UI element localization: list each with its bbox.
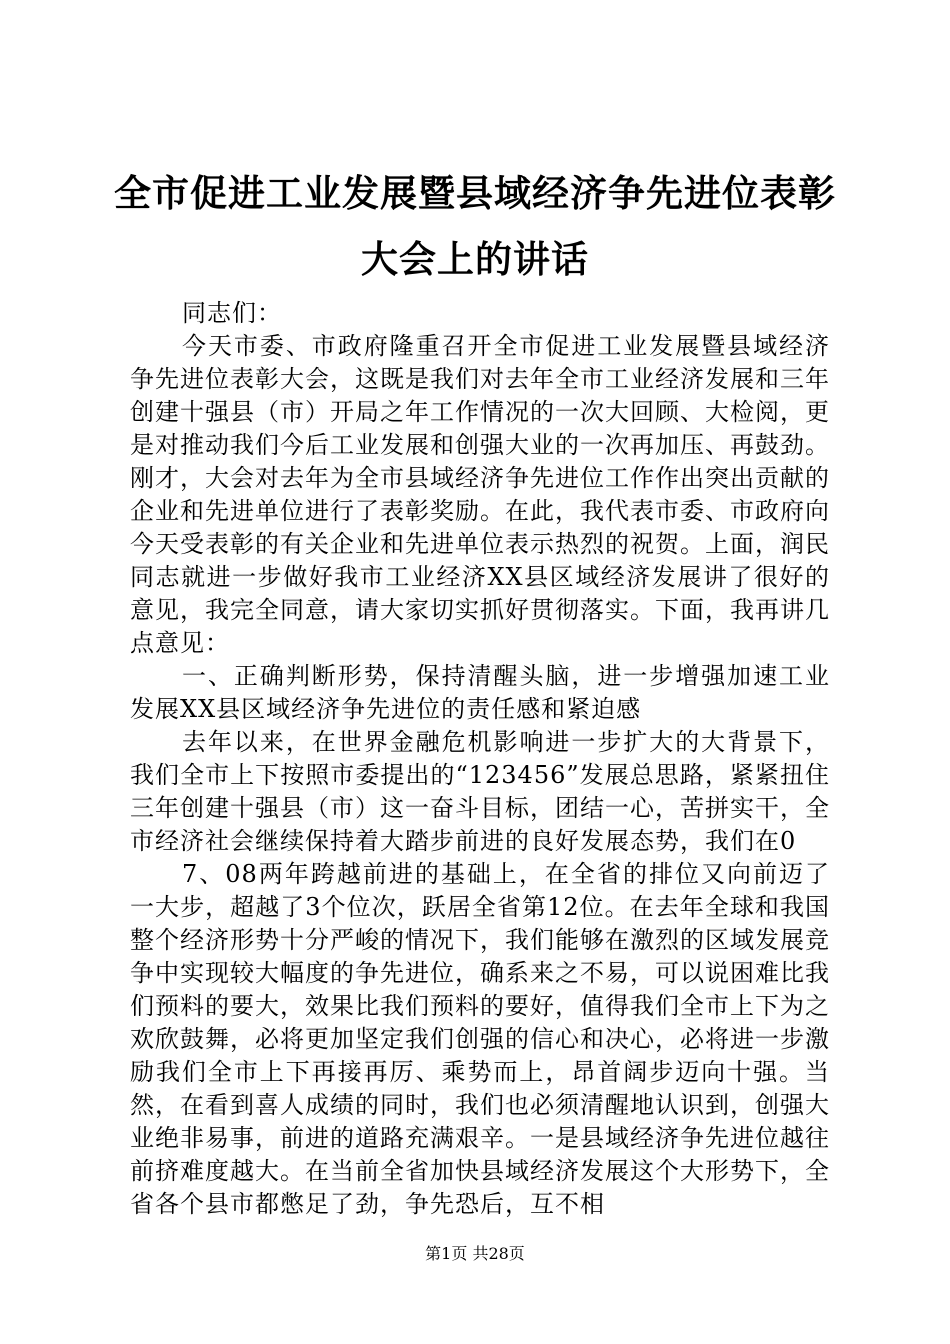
section-heading-1: 一、正确判断形势，保持清醒头脑，进一步增强加速工业发展XX县区域经济争先进位的责任感和紧迫感 <box>130 662 830 723</box>
document-body <box>130 297 830 1221</box>
paragraph-3: 7、08两年跨越前进的基础上，在全省的排位又向前迈了一大步，超越了3个位次，跃居全省第12位。在去年全球和我国整个经济形势十分严峻的情况下，我们能够在激烈的区域发展竞争中实现较大幅度的争先进位，确系来之不易，可以说困难比我们预料的要大，效果比我们预料的要好，值得我们全市上下为之欢欣鼓舞，必将更加坚定我们创强的信心和决心，必将进一步激励我们全市上下再接再厉、乘势而上，昂首阔步迈向十强。当然，在看到喜人成绩的同时，我们也必须清醒地认识到，创强大业绝非易事，前进的道路充满艰辛。一是县域经济争先进位越往前挤难度越大。在当前全省加快县域经济发展这个大形势下，全省各个县市都憋足了劲，争先恐后，互不相 <box>130 860 830 1218</box>
paragraph-2: 去年以来，在世界金融危机影响进一步扩大的大背景下，我们全市上下按照市委提出的“123456”发展总思路，紧紧扭住三年创建十强县（市）这一奋斗目标，团结一心，苦拼实干，全市经济社会继续保持着大踏步前进的良好发展态势，我们在0 <box>130 728 830 855</box>
salutation: 同志们： <box>182 299 282 327</box>
document-title: 全市促进工业发展暨县域经济争先进位表彰大会上的讲话 <box>114 171 836 281</box>
paragraph-intro: 今天市委、市政府隆重召开全市促进工业发展暨县域经济争先进位表彰大会，这既是我们对去年全市工业经济发展和三年创建十强县（市）开局之年工作情况的一次大回顾、大检阅，更是对推动我们今后工业发展和创强大业的一次再加压、再鼓劲。刚才，大会对去年为全市县域经济争先进位工作作出突出贡献的企业和先进单位进行了表彰奖励。在此，我代表市委、市政府向今天受表彰的有关企业和先进单位表示热烈的祝贺。上面，润民同志就进一步做好我市工业经济XX县区域经济发展讲了很好的意见，我完全同意，请大家切实抓好贯彻落实。下面，我再讲几点意见： <box>130 332 830 657</box>
page-footer: 第1页 共28页 <box>425 1244 525 1263</box>
